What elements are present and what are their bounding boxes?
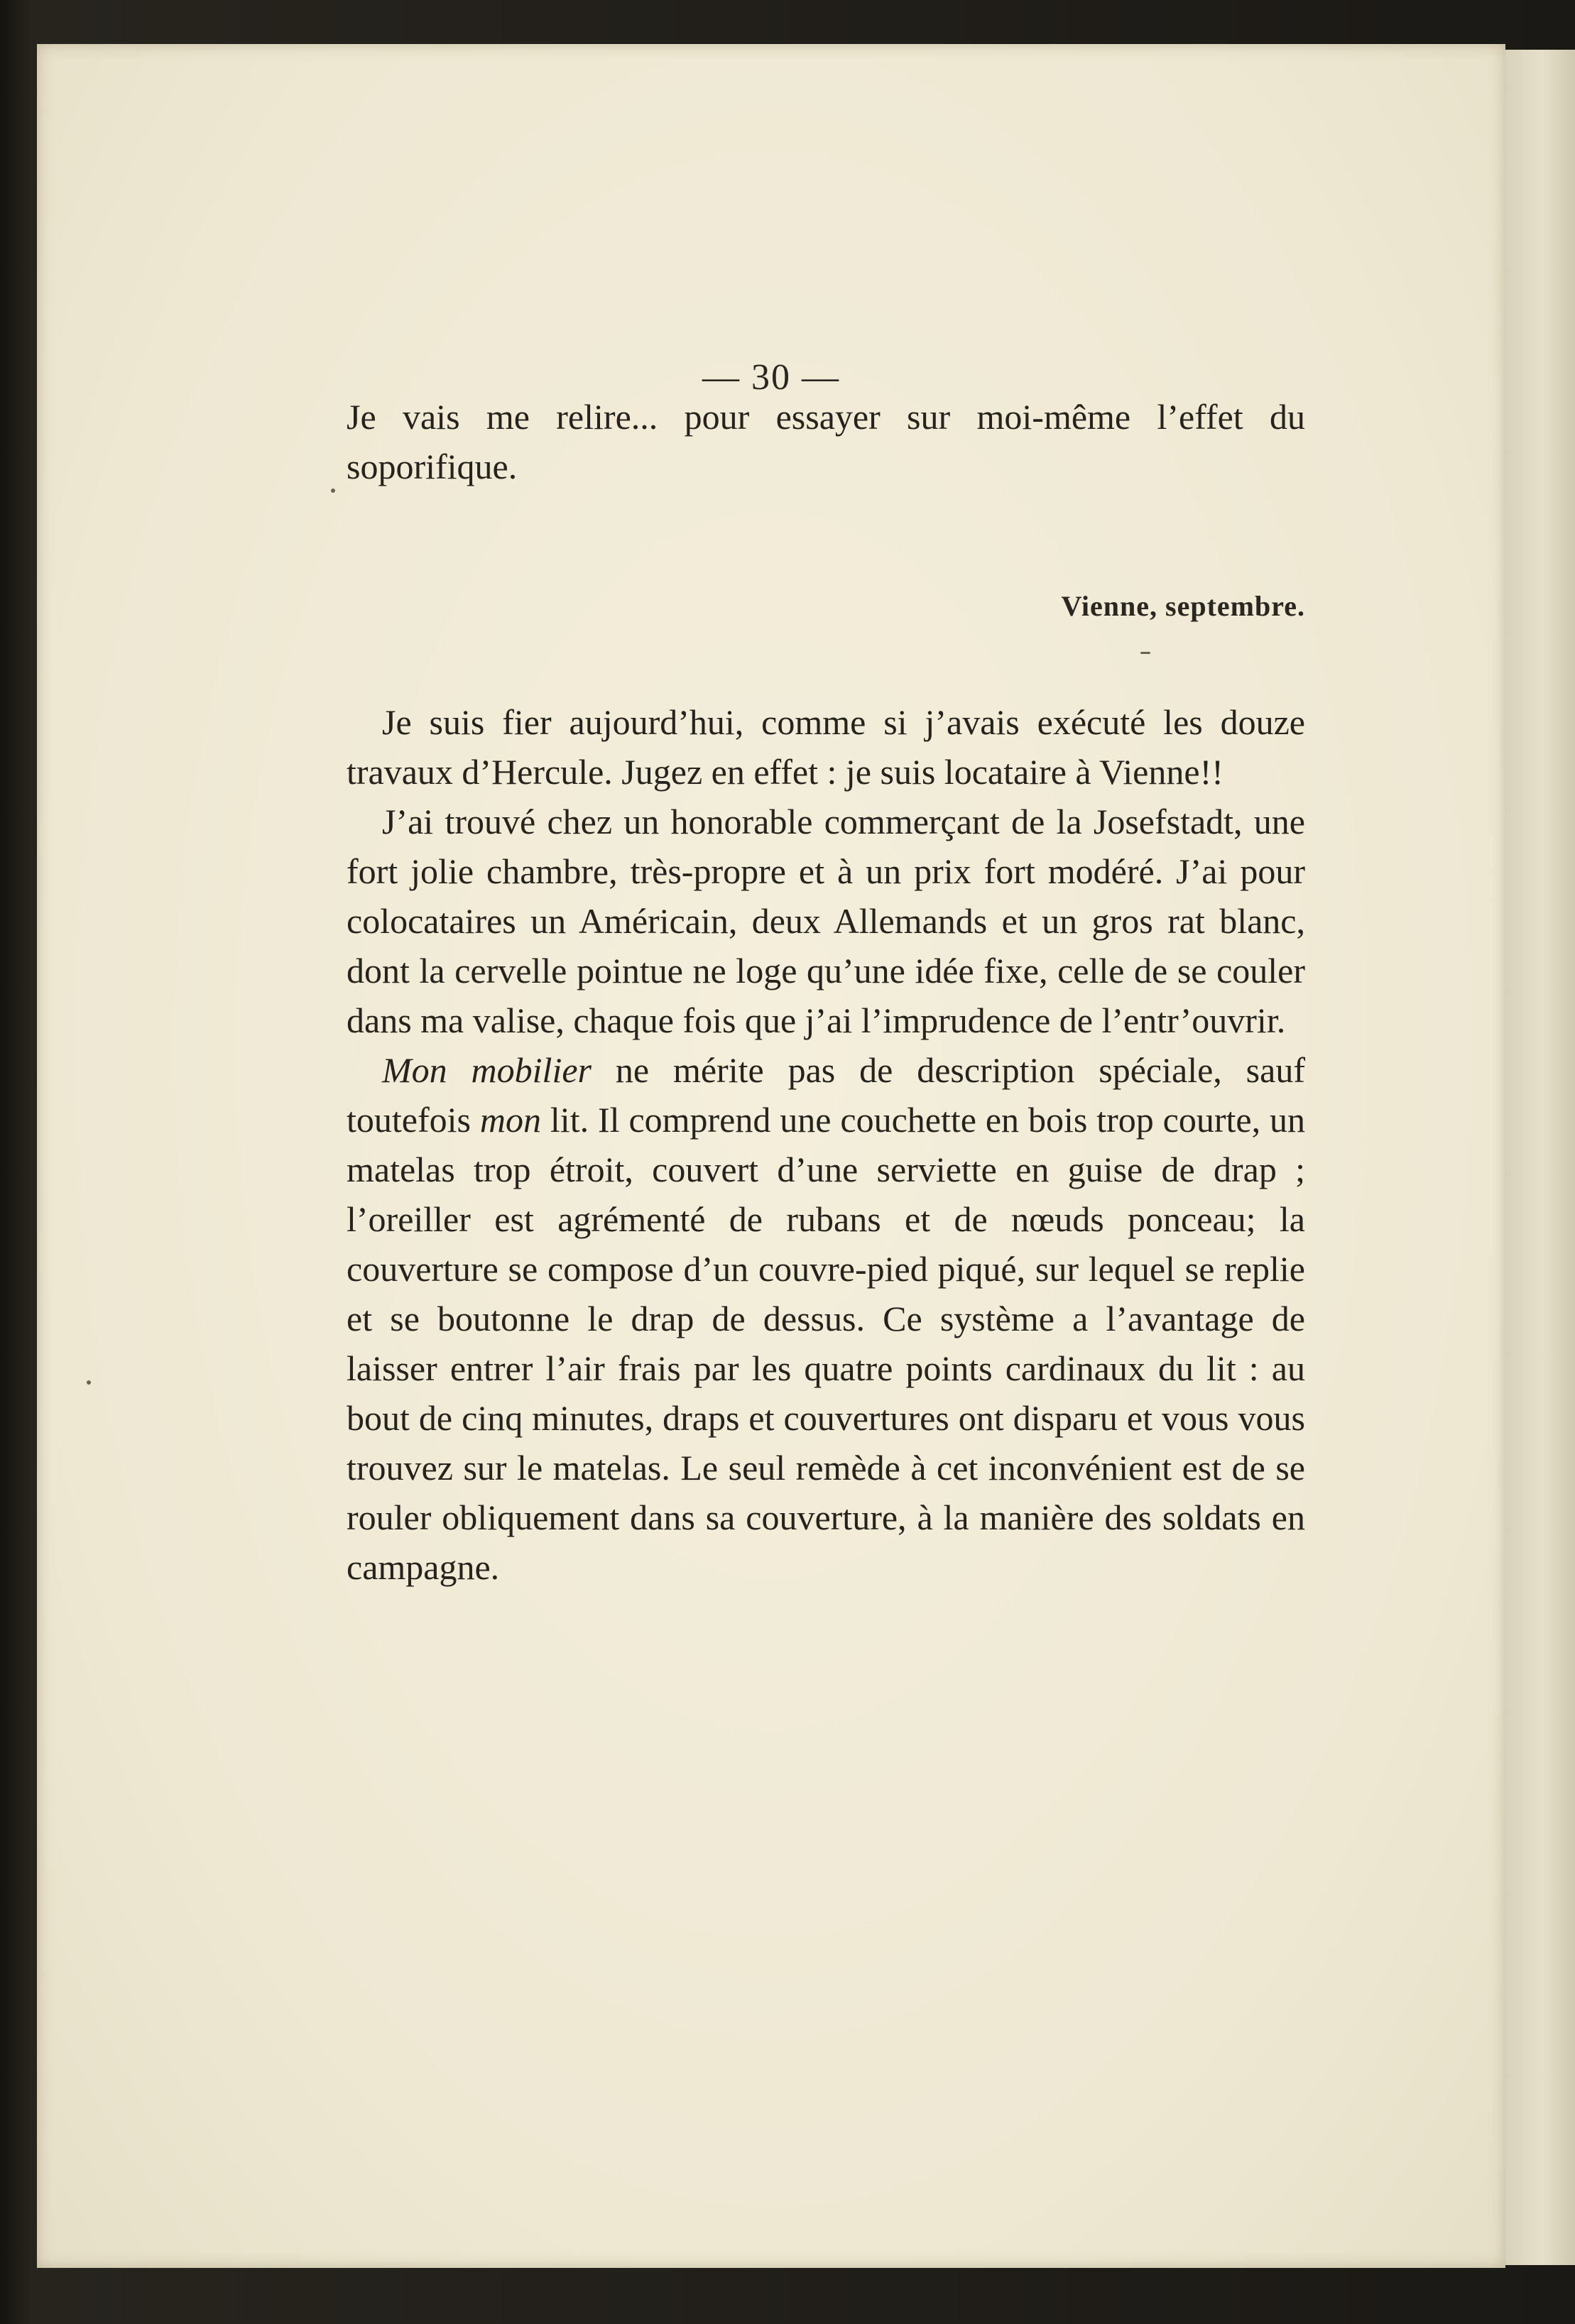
paragraph-text: lit. Il comprend une couchette en bois trop courte, un matelas trop étroit, couvert d’une serviette en guise de drap ; l’oreiller est agrémenté de rubans et de nœuds ponceau; la couverture se compose d’un couvre-pied piqué, sur lequel se replie et se boutonne le drap de dessus. Ce système a l’avantage de laisser entrer l’air frais par les quatre points cardinaux du lit : au bout de cinq minutes, draps et couvertures ont disparu et vous vous trouvez sur le matelas. Le seul remède à cet inconvénient est de se rouler obliquement dans sa couverture, à la manière des soldats en campagne. (347, 1100, 1305, 1587)
paper-fleck (87, 1380, 91, 1385)
letter-body (347, 697, 1305, 1592)
italic-phrase: Mon mobilier (382, 1050, 592, 1090)
paper-fleck (1140, 652, 1150, 654)
paragraph: J’ai trouvé chez un honorable commerçant de la Josefstadt, une fort jolie chambre, très-propre et à un prix fort modéré. J’ai pour colocataires un Américain, deux Allemands et un gros rat blanc, dont la cervelle pointue ne loge qu’une idée fixe, celle de se couler dans ma valise, chaque fois que j’ai l’imprudence de l’entr’ouvrir. (347, 802, 1305, 1040)
opening-paragraph-block (347, 392, 1305, 491)
paper-fleck (331, 489, 335, 493)
paragraph: Je vais me relire... pour essayer sur moi-même l’effet du soporifique. (347, 397, 1305, 486)
italic-word: mon (479, 1100, 541, 1140)
paragraph: Je suis fier aujourd’hui, comme si j’avais exécuté les douze travaux d’Hercule. Jugez en effet : je suis locataire à Vienne!! (347, 702, 1305, 792)
paragraph (347, 1045, 1305, 1592)
page-number: — 30 — (702, 357, 840, 398)
dateline: Vienne, septembre. (1061, 590, 1305, 622)
paragraph-text: ne mérite pas de description spéciale, sauf toutefois (347, 1050, 1305, 1140)
